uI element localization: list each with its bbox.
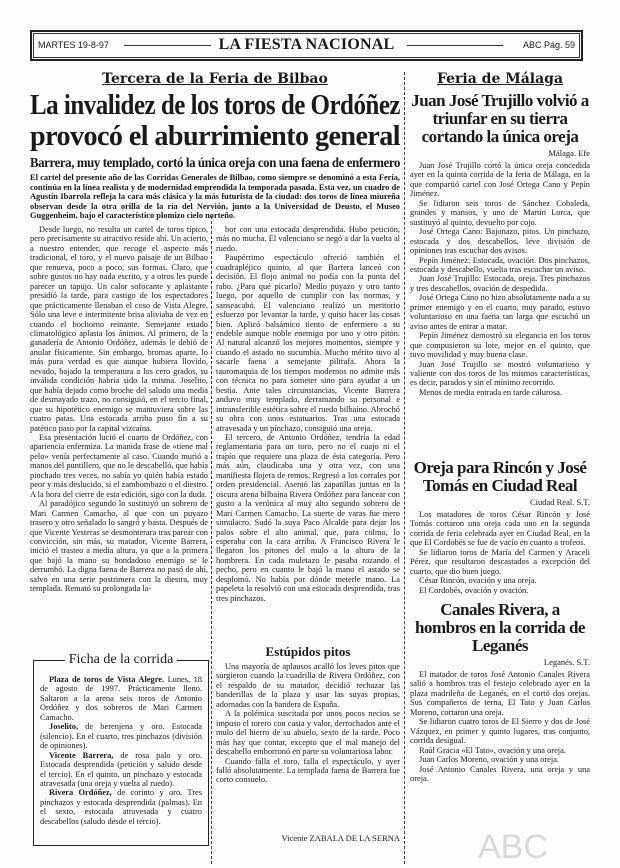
paragraph: Una mayoría de aplausos acalló los leves pitos que surgieron cuando la cuadrilla de Rivera Ordóñez, con el respaldo de su matador, decidió rechazar las banderillas de la plaza y usar las suyas propias, adornadas con la bandera de España. xyxy=(216,662,400,709)
paragraph: A la polémica suscitada por unos pocos necios se impuso el torero con casta y valor, derrochados ante el mulo del hierro de su abuelo, sexto de la tarde. Poco más hay que contar, excepto que el mal manejo del descabello emborronó en parte su voluntariosa labor. xyxy=(216,709,400,757)
article-kicker: Tercera de la Feria de Bilbao xyxy=(102,71,328,87)
paragraph: César Rincón, ovación y una oreja. xyxy=(419,576,537,586)
article-column-1 xyxy=(30,225,208,640)
leganes-headline: Canales Rivera, a hombros en la corrida de Leganés xyxy=(415,600,585,655)
headline-line: La invalidez de los toros de Ordóñez xyxy=(30,89,400,121)
paragraph: El Cordobés, ovación y ovación. xyxy=(419,585,529,595)
paragraph: Esa presentación lució el cuarto de Ordóñez, con apariencia enfermiza. La manida frase de «tiene mal pelo» venía perfectamente al caso. Cuando murió a manos del puntillero, que no le descabelló, que había pinchado tres veces, no sabía yo quién había estado peor y más deslucido, si el zambombazo o el diestro. A la hora del cierre de esta edición, sigo con la duda. xyxy=(30,432,208,499)
paragraph: Los matadores de toros César Rincón y José Tomás cortaron una oreja cada uno en la segunda corrida de feria celebrada ayer en Ciudad Real, en la que El Cordobés se fue de vacío en cuanto a trofeos. xyxy=(410,510,590,548)
paragraph: José Ortega Cano: Bajonazo, pitos. Un pinchazo, estocada y dos descabellos, leve división de opiniones tras escuchar dos avisos. xyxy=(410,227,590,256)
article-headline xyxy=(30,90,400,152)
ficha-entry xyxy=(40,751,202,789)
paragraph: Se lidiaron seis toros de Sánchez Cobaleda, grandes y mansos, y uno de Martín Lorca, que sustituyó al quinto, devuelto por cojo. xyxy=(410,198,590,227)
ficha-entry-text: de berenjena y oro. Estocada (silencio). En el cuarto, tres pinchazos (división de opiniones). xyxy=(40,722,202,751)
ciudad-real-headline: Oreja para Rincón y José Tomás en Ciudad Real xyxy=(413,458,587,495)
ficha-title: Ficha de la corrida xyxy=(65,652,178,667)
paragraph: El tercero, de Antonio Ordóñez, tendría la edad reglamentaria para un toro, pero no el cuajo ni el trapío que requiere una plaza de ésta categoría. Pero más aún, claudicaba una y otra vez, con una manifiesta flojera de remos. Regresó a los corrales por orden presidencial. Asentó las zapatillas juntas en la oscura arena bilbaína Rivera Ordóñez para lancear con gusto a la verónica al muy alto segundo sobrero de Mari Carmen Camacho. La suerte de varas fue mero simulacro. Sudó la suya Paco Alcalde para dejar los palos sobre el alto animal, que, para colmo, lo esperaba con la cara arriba. A Francisco Rivera le llegaron los pitones del mulo a la altura de la hombrera. En cada muletazo le pasaba rozando el pecho, pero en cuanto le bajó la mano el astado se desplomó. No había por dónde meterle mano. La papeleta la resolvió con una estocada desprendida, tras tres pinchazos. xyxy=(216,432,400,603)
paragraph: Pepín Jiménez: Estocada, ovación. Dos pinchazos, estocada y descabello, vuelta tras escuchar un aviso. xyxy=(410,255,590,274)
ficha-entry-lead: Joselito, xyxy=(49,722,79,732)
page-number: ABC Pág. 59 xyxy=(522,40,575,50)
paragraph: Pepín Jiménez demostró su elegancia en los toros que compusieron su lote, mejor en el quinto, que tuvo movilidad y muy buena clase. xyxy=(410,331,590,360)
paragraph: El matador de toros José Antonio Canales Rivera salió a hombros tras el festejo celebrado ayer en la plaza madrileña de Leganés, en el cortó dos orejas. Sus compañeros de terna, El Tato y Juan Carlos Moreno, cortaron una oreja. xyxy=(410,670,590,717)
malaga-kicker: Feria de Málaga xyxy=(436,71,564,87)
ficha-entry xyxy=(40,788,202,826)
malaga-body xyxy=(410,161,590,453)
paragraph: Juan Carlos Moreno, ovación y una oreja. xyxy=(419,755,560,765)
article-top xyxy=(30,70,400,221)
paragraph: Raúl Gracia «El Tato», ovación y una oreja. xyxy=(419,745,566,755)
leganes-credit: Leganés. S.T. xyxy=(543,657,590,667)
leganes-body xyxy=(410,670,590,783)
article-signature: Vicente ZABALA DE LA SERNA xyxy=(281,833,400,843)
ciudad-real-credit: Ciudad Real. S.T. xyxy=(529,497,590,507)
paragraph: Se lidiaron cuatro toros de El Sierro y dos de José Vázquez, en primer y quinto lugares, tras conjunto, corrida desigual. xyxy=(410,717,590,746)
ficha-entry xyxy=(40,722,202,750)
section-title: LA FIESTA NACIONAL xyxy=(215,36,399,53)
malaga-credit: Málaga. Efe xyxy=(548,148,590,158)
ficha-entry-text: Lunes, 18 de agosto de 1997. Prácticamente lleno. Saltaron a la arena seis toros de Antonio Ordóñez y dos sobreros de Mari Carmen Camacho. xyxy=(40,675,202,722)
column-divider xyxy=(404,72,405,864)
malaga-headline: Juan José Trujillo volvió a triunfar en su tierra cortando la única oreja xyxy=(411,91,589,146)
paragraph: Juan José Trujillo cortó la única oreja concedida ayer en la quinta corrida de la feria de Málaga, en la que compartió cartel con José Ortega Cano y Pepín Jiménez. xyxy=(410,161,590,199)
paragraph: bor con una estocada desprendida. Hubo petición, más no mucha. El valenciano se negó a dar la vuelta al ruedo. xyxy=(216,225,400,253)
ciudad-real-body xyxy=(410,510,590,595)
ficha-entry-text: de rosa palo y oro. Estocada desprendida (petición y saludo desde el tercio). En el quinto, un pinchazo y estocada atravesada (una oreja y vuelta al ruedo). xyxy=(40,750,202,788)
article-lead: El cartel del presente año de las Corridas Generales de Bilbao, como siempre se denominó a esta Feria, continúa en la línea realista y de modernidad emprendida la temporada pasada. Esta vez, un cuadro de Agustín Ibarrola refleja la cara más clásica y la más futurista de la ciudad: dos toros de línea miureña observan desde la otra orilla de la ría del Nervión, junto a la Universidad de Deusto, el Museo Guggenheim, bajo el característico plomizo cielo norteño. xyxy=(30,173,400,221)
paragraph: Paupérrimo espectáculo ofreció también el cuadrapléjico quinto, al que Barrera lanceó con decisión. El flojo animal no podía con la punta del rabo. ¿Para qué picarlo? Medio puyazo y otro tanto luego, por aquello de cumplir con las normas, y sanseacabó. El valenciano realizó un meritorio esfuerzo por levantar la tarde, y quiso hacer las cosas bien. Aplicó balsámico tiento de enfermero a su endeble aunque noble enemigo por uno y otro pitón. Al natural alcanzó los mejores momentos, siempre y cuando el astado no sucumbía. Mucho mérito tuvo al sacarle faena a semejante piltrafa. Ahora la tauromaquia de los tiempos modernos no admite más con técnica no para someter sino para ayudar a un bestia. Ante tales circunstancias, Vicente Barrera anduvo muy templado, derramando su personal e intransferible estética sobre el ruedo bilbaíno. Abrochó su obra con unos estatuarios. Tras una estocada atravesada y un pinchazo, consiguió una oreja. xyxy=(216,253,400,433)
page-header xyxy=(30,30,583,61)
headline-line: provocó el aburrimiento general xyxy=(30,120,400,152)
paragraph: Al paradójico segundo lo sustituyó un sobrero de Mari Carmen Camacho, al que con un puyazo trasero y otro señalado lo sangró y basta. Después de que Vicente Yesteras se desmonterara tras parear con convicción, sin más, su matador, Vicente Barrera, inició el trasteo a media altura, ya que a la primera que bajó la mano su bondadoso enemigo se le derrumbó. La digna faena de Barrera no pasó de ahí, salvo en una serie postrimera con la diestra, muy templada. Remató su prolongada la- xyxy=(30,499,208,594)
sidebar-body xyxy=(216,662,400,827)
paragraph: Cuando falla el toro, falla el espectáculo, y ayer falló absolutamente. La templada faena de Barrera fue corto consuelo. xyxy=(216,756,400,785)
article-column-2 xyxy=(216,225,400,640)
paragraph: José Ortega Cano no hizo absolutamente nada a su primer enemigo y en el cuarto, muy parado, estuvo voluntarioso en una faena tan larga que escuchó un aviso antes de entrar a matar. xyxy=(410,293,590,331)
issue-date: MARTES 19-8-97 xyxy=(38,40,109,50)
ficha-entry-lead: Rivera Ordóñez, xyxy=(49,788,112,798)
paragraph: Juan José Trujillo se mostró voluntarioso y valiente con dos toros de los mismos características, es decir, parados y sin el mínimo recorrido. xyxy=(410,359,590,388)
paragraph: Juan José Trujillo: Estocada, oreja. Tres pinchazos y tres descabellos, ovación de despedida. xyxy=(410,274,590,293)
paragraph: Menos de media entrada en tarde calurosa. xyxy=(419,387,563,397)
ficha-box xyxy=(33,652,209,846)
ficha-entry-lead: Plaza de toros de Vista Alegre. xyxy=(49,675,165,684)
abc-watermark: ABC xyxy=(478,828,548,866)
paragraph: José Antonio Canales Rivera, una oreja y una oreja. xyxy=(410,764,590,783)
paragraph: Se lidiaron toros de María del Carmen y Araceli Pérez, que resultaron descastados a excepción del cuarto, que dio buen juego. xyxy=(410,547,590,576)
ficha-entry-lead: Vicente Barrera, xyxy=(49,750,114,760)
paragraph: Desde luego, no resulta un cartel de toros típico, pero precisamente su atractivo reside ahí. Un acierto, a nuestro entender, que recoge el aspecto más tradicional, el toro, y el nuevo paisaje de un Bilbao que renueva, poco a poco, sus formas. Claro, que sobre gustos no hay nada escrito, y a otros les puede parecer un tapujo. Un calor sofocante y aplastante presidió la tarde, para castigo de los espectadores que prácticamente llenaban el coso de Vista Alegre. Sólo una leve e intermitente brisa aliviaba de vez en cuando el bochorno reinante. Semejante estado climatológico aplasta los ánimos. Al primero, de la ganadería de Antonio Ordóñez, además le debió de anular físicamente. Sin embargo, bromas aparte, lo más pura verdad es que aunque hubiera llovido, nevado, bajado la temperatura a los cero grados, su inválida condición habría sido la misma. Joselito, que había dejado como broche del saludo una media de desmayado trazo, no consiguió, en el tercio final, que su hipotético enemigo se mantuviera sobre las cuatro patas. Una estocada arriba puso fin a su patético paso por la capital vizcaína. xyxy=(30,225,208,433)
column-divider xyxy=(211,216,212,864)
right-column xyxy=(410,70,590,783)
ficha-entry-text: de corinto y oro. Tres pinchazos y estocada desprendida (palmas). En el sexto, estocada atravesada y cuatro descabellos (saludo desde el tercio). xyxy=(40,788,202,826)
article-subheadline: Barrera, muy templado, cortó la única oreja con una faena de enfermero xyxy=(30,155,400,170)
sidebar-heading: Estúpidos pitos xyxy=(265,644,351,659)
ficha-entry xyxy=(40,675,202,722)
